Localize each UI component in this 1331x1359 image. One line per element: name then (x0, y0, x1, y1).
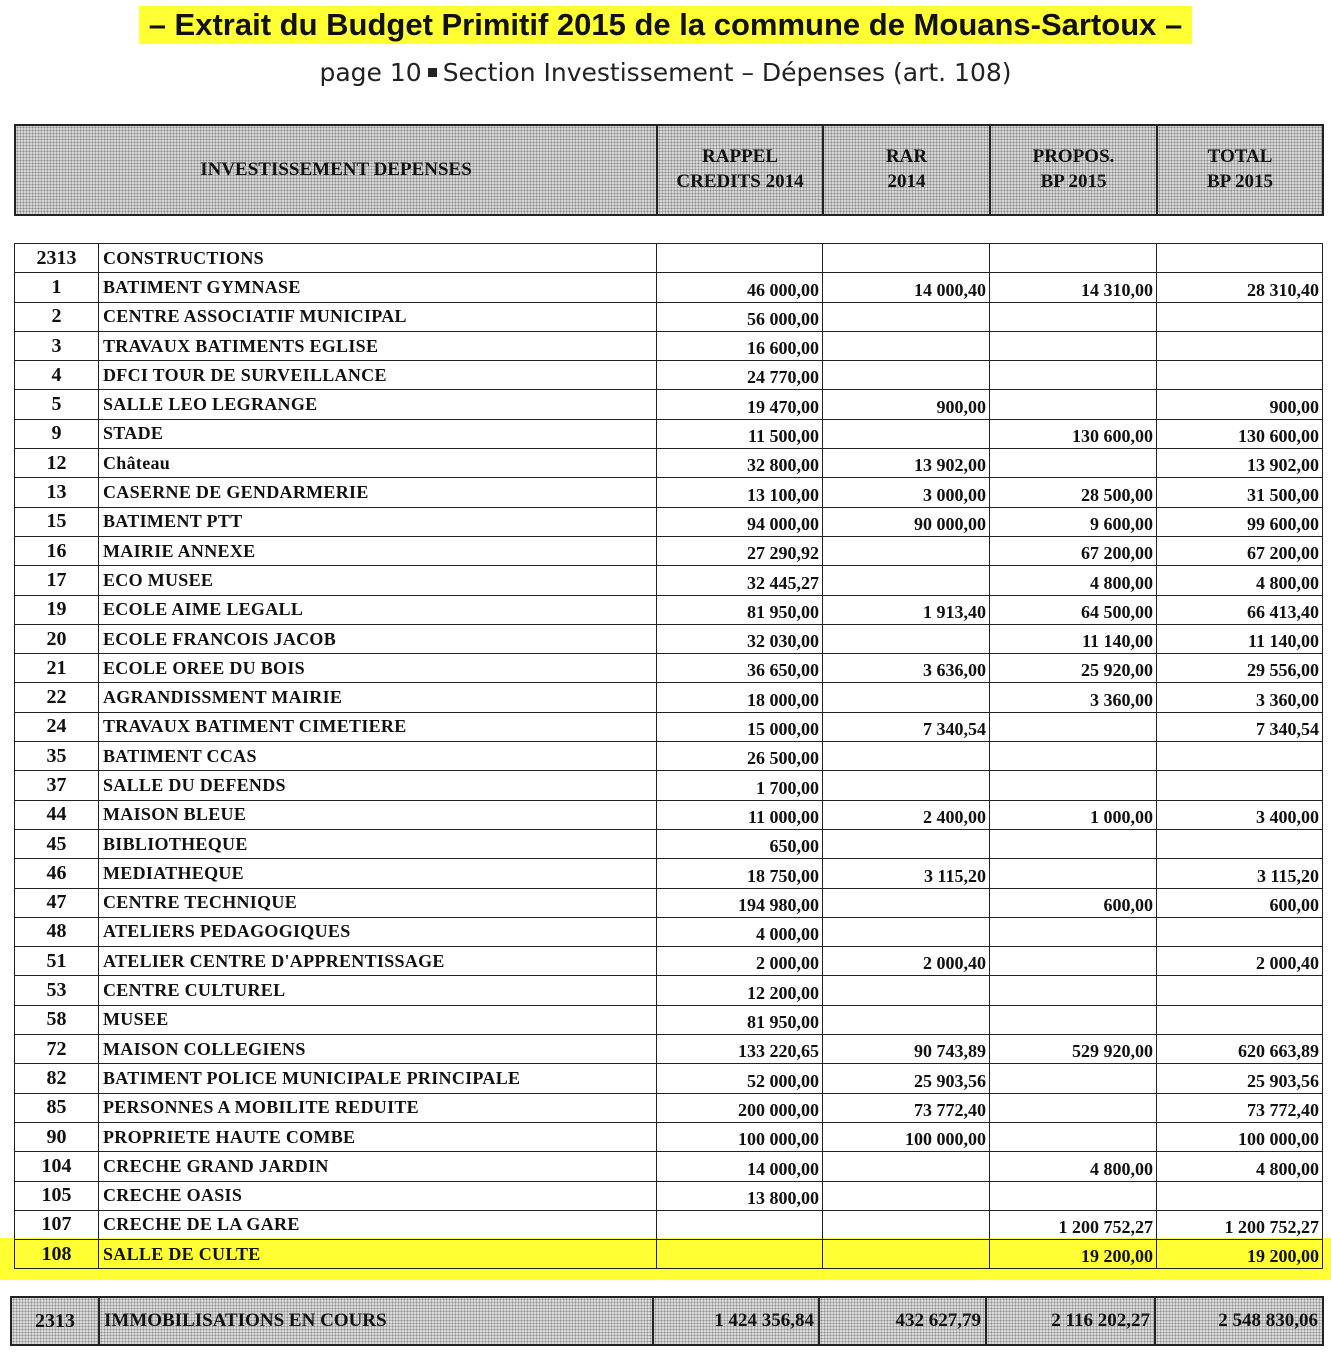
row-num: 53 (15, 976, 99, 1005)
table-row (15, 947, 1323, 976)
row-rar: 900,00 (823, 390, 990, 419)
row-rar (823, 888, 990, 917)
row-total (1157, 771, 1323, 800)
table-row (15, 1181, 1323, 1210)
row-num: 13 (15, 478, 99, 507)
row-num: 82 (15, 1064, 99, 1093)
page-title: – Extrait du Budget Primitif 2015 de la commune de Mouans-Sartoux – (139, 6, 1193, 44)
row-num: 107 (15, 1210, 99, 1239)
row-rar: 100 000,00 (823, 1122, 990, 1151)
row-label: BATIMENT PTT (99, 507, 657, 536)
row-num: 108 (15, 1240, 99, 1269)
row-num: 3 (15, 331, 99, 360)
header-rar: RAR 2014 (823, 125, 990, 215)
row-rappel: 12 200,00 (657, 976, 823, 1005)
row-label: MUSEE (99, 1005, 657, 1034)
row-rar (823, 536, 990, 565)
table-row (15, 1064, 1323, 1093)
row-num: 48 (15, 917, 99, 946)
table-row (15, 917, 1323, 946)
row-num: 2 (15, 302, 99, 331)
table-row (15, 654, 1323, 683)
row-propos: 11 140,00 (990, 624, 1157, 653)
total-rar: 432 627,79 (819, 1297, 986, 1345)
row-total: 4 800,00 (1157, 1152, 1323, 1181)
row-rappel: 11 500,00 (657, 419, 823, 448)
row-label: CRECHE OASIS (99, 1181, 657, 1210)
row-num: 72 (15, 1035, 99, 1064)
table-row (15, 888, 1323, 917)
row-rappel: 1 700,00 (657, 771, 823, 800)
row-total: 25 903,56 (1157, 1064, 1323, 1093)
table-row (15, 976, 1323, 1005)
row-propos: 3 360,00 (990, 683, 1157, 712)
row-rar (823, 302, 990, 331)
row-rar (823, 244, 990, 273)
row-rar: 2 400,00 (823, 800, 990, 829)
table-row (15, 771, 1323, 800)
row-rappel: 24 770,00 (657, 361, 823, 390)
row-propos: 4 800,00 (990, 1152, 1157, 1181)
header-rappel: RAPPEL CREDITS 2014 (657, 125, 823, 215)
row-num: 16 (15, 536, 99, 565)
row-total (1157, 976, 1323, 1005)
table-row (15, 1093, 1323, 1122)
row-propos (990, 859, 1157, 888)
row-label: AGRANDISSMENT MAIRIE (99, 683, 657, 712)
row-propos: 25 920,00 (990, 654, 1157, 683)
row-rappel: 194 980,00 (657, 888, 823, 917)
row-rappel: 2 000,00 (657, 947, 823, 976)
row-propos: 1 200 752,27 (990, 1210, 1157, 1239)
table-row (15, 302, 1323, 331)
row-rar (823, 742, 990, 771)
row-label: MAISON BLEUE (99, 800, 657, 829)
row-rappel: 94 000,00 (657, 507, 823, 536)
table-row (15, 536, 1323, 565)
row-num: 90 (15, 1122, 99, 1151)
total-label: IMMOBILISATIONS EN COURS (99, 1297, 653, 1345)
row-num: 12 (15, 449, 99, 478)
table-row (15, 829, 1323, 858)
row-rar: 90 743,89 (823, 1035, 990, 1064)
table-row (15, 1122, 1323, 1151)
row-total: 900,00 (1157, 390, 1323, 419)
row-propos: 1 000,00 (990, 800, 1157, 829)
table-row (15, 1210, 1323, 1239)
row-rappel: 4 000,00 (657, 917, 823, 946)
budget-rows (15, 244, 1323, 1269)
row-num: 19 (15, 595, 99, 624)
row-label: CRECHE DE LA GARE (99, 1210, 657, 1239)
row-propos (990, 771, 1157, 800)
row-propos (990, 1181, 1157, 1210)
row-num: 17 (15, 566, 99, 595)
row-rappel (657, 1210, 823, 1239)
budget-header-table (14, 124, 1324, 216)
table-row (15, 566, 1323, 595)
table-row (15, 361, 1323, 390)
row-rappel: 81 950,00 (657, 1005, 823, 1034)
row-num: 1 (15, 273, 99, 302)
row-total (1157, 742, 1323, 771)
total-num: 2313 (11, 1297, 99, 1345)
row-propos: 130 600,00 (990, 419, 1157, 448)
square-bullet-icon (428, 68, 437, 77)
row-rar: 90 000,00 (823, 507, 990, 536)
table-row (15, 1152, 1323, 1181)
row-total: 28 310,40 (1157, 273, 1323, 302)
row-rappel: 18 000,00 (657, 683, 823, 712)
header-propos: PROPOS. BP 2015 (990, 125, 1157, 215)
row-rappel: 13 800,00 (657, 1181, 823, 1210)
row-num: 47 (15, 888, 99, 917)
row-rappel: 27 290,92 (657, 536, 823, 565)
total-rappel: 1 424 356,84 (653, 1297, 819, 1345)
row-label: BATIMENT CCAS (99, 742, 657, 771)
row-rar (823, 976, 990, 1005)
row-total: 3 115,20 (1157, 859, 1323, 888)
row-num: 51 (15, 947, 99, 976)
row-propos (990, 1005, 1157, 1034)
row-rar: 13 902,00 (823, 449, 990, 478)
row-rar (823, 624, 990, 653)
row-rar: 14 000,40 (823, 273, 990, 302)
row-propos: 529 920,00 (990, 1035, 1157, 1064)
table-row (15, 800, 1323, 829)
row-total: 19 200,00 (1157, 1240, 1323, 1269)
row-num: 105 (15, 1181, 99, 1210)
row-label: MAISON COLLEGIENS (99, 1035, 657, 1064)
row-total (1157, 1005, 1323, 1034)
table-row (15, 712, 1323, 741)
row-rar: 3 636,00 (823, 654, 990, 683)
row-rar (823, 683, 990, 712)
row-rar (823, 566, 990, 595)
row-label: CENTRE ASSOCIATIF MUNICIPAL (99, 302, 657, 331)
row-rappel: 11 000,00 (657, 800, 823, 829)
row-label: ECOLE OREE DU BOIS (99, 654, 657, 683)
row-label: ATELIER CENTRE D'APPRENTISSAGE (99, 947, 657, 976)
row-propos (990, 917, 1157, 946)
row-propos: 19 200,00 (990, 1240, 1157, 1269)
row-label: MAIRIE ANNEXE (99, 536, 657, 565)
row-rar (823, 1152, 990, 1181)
row-label: BIBLIOTHEQUE (99, 829, 657, 858)
row-rappel: 100 000,00 (657, 1122, 823, 1151)
row-propos (990, 302, 1157, 331)
row-num: 15 (15, 507, 99, 536)
row-total: 620 663,89 (1157, 1035, 1323, 1064)
row-label: DFCI TOUR DE SURVEILLANCE (99, 361, 657, 390)
table-row (15, 1035, 1323, 1064)
row-propos: 4 800,00 (990, 566, 1157, 595)
row-rappel: 14 000,00 (657, 1152, 823, 1181)
row-total: 66 413,40 (1157, 595, 1323, 624)
row-rar (823, 771, 990, 800)
row-total (1157, 302, 1323, 331)
table-row (15, 331, 1323, 360)
row-rar (823, 1181, 990, 1210)
row-rar (823, 361, 990, 390)
total-total: 2 548 830,06 (1155, 1297, 1323, 1345)
subtitle-page: page 10 (319, 58, 422, 87)
row-propos: 600,00 (990, 888, 1157, 917)
row-rappel: 15 000,00 (657, 712, 823, 741)
row-rappel: 81 950,00 (657, 595, 823, 624)
row-propos: 64 500,00 (990, 595, 1157, 624)
row-label: PERSONNES A MOBILITE REDUITE (99, 1093, 657, 1122)
row-rappel (657, 244, 823, 273)
row-label: ECOLE FRANCOIS JACOB (99, 624, 657, 653)
row-total: 99 600,00 (1157, 507, 1323, 536)
row-label: ATELIERS PEDAGOGIQUES (99, 917, 657, 946)
row-label: BATIMENT GYMNASE (99, 273, 657, 302)
row-rar (823, 1005, 990, 1034)
row-num: 46 (15, 859, 99, 888)
table-row (15, 742, 1323, 771)
row-rappel: 32 445,27 (657, 566, 823, 595)
row-label: SALLE LEO LEGRANGE (99, 390, 657, 419)
row-label: CONSTRUCTIONS (99, 244, 657, 273)
row-total: 4 800,00 (1157, 566, 1323, 595)
row-rappel: 46 000,00 (657, 273, 823, 302)
row-label: TRAVAUX BATIMENT CIMETIERE (99, 712, 657, 741)
row-label: Château (99, 449, 657, 478)
header-label: INVESTISSEMENT DEPENSES (15, 125, 657, 215)
table-row (15, 624, 1323, 653)
row-propos (990, 331, 1157, 360)
row-rappel: 52 000,00 (657, 1064, 823, 1093)
row-total: 13 902,00 (1157, 449, 1323, 478)
subtitle-section: Section Investissement – Dépenses (art. 108) (442, 58, 1012, 87)
row-total: 31 500,00 (1157, 478, 1323, 507)
row-total (1157, 1181, 1323, 1210)
row-total: 11 140,00 (1157, 624, 1323, 653)
row-propos (990, 829, 1157, 858)
row-rar (823, 1240, 990, 1269)
row-total: 7 340,54 (1157, 712, 1323, 741)
row-rappel: 13 100,00 (657, 478, 823, 507)
row-num: 44 (15, 800, 99, 829)
row-rar: 25 903,56 (823, 1064, 990, 1093)
row-label: ECOLE AIME LEGALL (99, 595, 657, 624)
row-propos: 9 600,00 (990, 507, 1157, 536)
row-label: PROPRIETE HAUTE COMBE (99, 1122, 657, 1151)
row-rappel: 32 030,00 (657, 624, 823, 653)
row-total (1157, 244, 1323, 273)
row-propos: 14 310,00 (990, 273, 1157, 302)
row-num: 9 (15, 419, 99, 448)
row-total (1157, 331, 1323, 360)
row-total: 3 400,00 (1157, 800, 1323, 829)
row-rar: 1 913,40 (823, 595, 990, 624)
row-rappel: 19 470,00 (657, 390, 823, 419)
table-row (15, 595, 1323, 624)
row-num: 21 (15, 654, 99, 683)
table-row (15, 478, 1323, 507)
total-propos: 2 116 202,27 (986, 1297, 1155, 1345)
row-label: SALLE DU DEFENDS (99, 771, 657, 800)
row-propos (990, 1093, 1157, 1122)
row-total: 100 000,00 (1157, 1122, 1323, 1151)
row-rappel: 26 500,00 (657, 742, 823, 771)
table-row (15, 390, 1323, 419)
row-num: 20 (15, 624, 99, 653)
row-propos (990, 1122, 1157, 1151)
row-rappel: 133 220,65 (657, 1035, 823, 1064)
row-total: 73 772,40 (1157, 1093, 1323, 1122)
row-num: 22 (15, 683, 99, 712)
row-rappel: 56 000,00 (657, 302, 823, 331)
row-num: 45 (15, 829, 99, 858)
row-propos (990, 976, 1157, 1005)
row-label: SALLE DE CULTE (99, 1240, 657, 1269)
row-rar (823, 917, 990, 946)
row-rar: 3 115,20 (823, 859, 990, 888)
row-label: CRECHE GRAND JARDIN (99, 1152, 657, 1181)
row-num: 4 (15, 361, 99, 390)
row-num: 35 (15, 742, 99, 771)
row-propos (990, 390, 1157, 419)
row-rar (823, 419, 990, 448)
row-label: CASERNE DE GENDARMERIE (99, 478, 657, 507)
table-row (15, 1240, 1323, 1269)
row-label: CENTRE TECHNIQUE (99, 888, 657, 917)
row-rar: 3 000,00 (823, 478, 990, 507)
row-total: 3 360,00 (1157, 683, 1323, 712)
row-propos (990, 449, 1157, 478)
row-propos: 67 200,00 (990, 536, 1157, 565)
row-label: TRAVAUX BATIMENTS EGLISE (99, 331, 657, 360)
row-rappel: 16 600,00 (657, 331, 823, 360)
row-num: 2313 (15, 244, 99, 273)
row-rar (823, 1210, 990, 1239)
row-num: 37 (15, 771, 99, 800)
table-row (15, 683, 1323, 712)
row-propos (990, 742, 1157, 771)
page-subtitle (0, 58, 1331, 87)
row-total (1157, 829, 1323, 858)
table-row (15, 859, 1323, 888)
row-label: BATIMENT POLICE MUNICIPALE PRINCIPALE (99, 1064, 657, 1093)
row-rar (823, 331, 990, 360)
row-rar (823, 829, 990, 858)
total-row (11, 1297, 1323, 1345)
row-propos (990, 947, 1157, 976)
row-propos (990, 361, 1157, 390)
row-total: 130 600,00 (1157, 419, 1323, 448)
row-propos (990, 1064, 1157, 1093)
row-total: 29 556,00 (1157, 654, 1323, 683)
table-row (15, 244, 1323, 273)
row-total: 2 000,40 (1157, 947, 1323, 976)
row-num: 5 (15, 390, 99, 419)
row-rappel: 200 000,00 (657, 1093, 823, 1122)
row-num: 24 (15, 712, 99, 741)
row-label: ECO MUSEE (99, 566, 657, 595)
row-rappel: 650,00 (657, 829, 823, 858)
row-label: CENTRE CULTUREL (99, 976, 657, 1005)
row-num: 85 (15, 1093, 99, 1122)
budget-table (14, 243, 1323, 1269)
row-rappel: 18 750,00 (657, 859, 823, 888)
row-propos (990, 712, 1157, 741)
row-propos: 28 500,00 (990, 478, 1157, 507)
row-label: STADE (99, 419, 657, 448)
row-num: 104 (15, 1152, 99, 1181)
row-rappel: 36 650,00 (657, 654, 823, 683)
row-label: MEDIATHEQUE (99, 859, 657, 888)
row-rar: 73 772,40 (823, 1093, 990, 1122)
row-total: 600,00 (1157, 888, 1323, 917)
row-total (1157, 917, 1323, 946)
total-table (10, 1296, 1324, 1346)
table-row (15, 507, 1323, 536)
table-row (15, 1005, 1323, 1034)
table-row (15, 273, 1323, 302)
row-rappel (657, 1240, 823, 1269)
row-total: 67 200,00 (1157, 536, 1323, 565)
table-row (15, 419, 1323, 448)
row-num: 58 (15, 1005, 99, 1034)
header-total: TOTAL BP 2015 (1157, 125, 1323, 215)
row-total: 1 200 752,27 (1157, 1210, 1323, 1239)
row-rappel: 32 800,00 (657, 449, 823, 478)
row-rar: 7 340,54 (823, 712, 990, 741)
row-propos (990, 244, 1157, 273)
row-rar: 2 000,40 (823, 947, 990, 976)
table-row (15, 449, 1323, 478)
row-total (1157, 361, 1323, 390)
